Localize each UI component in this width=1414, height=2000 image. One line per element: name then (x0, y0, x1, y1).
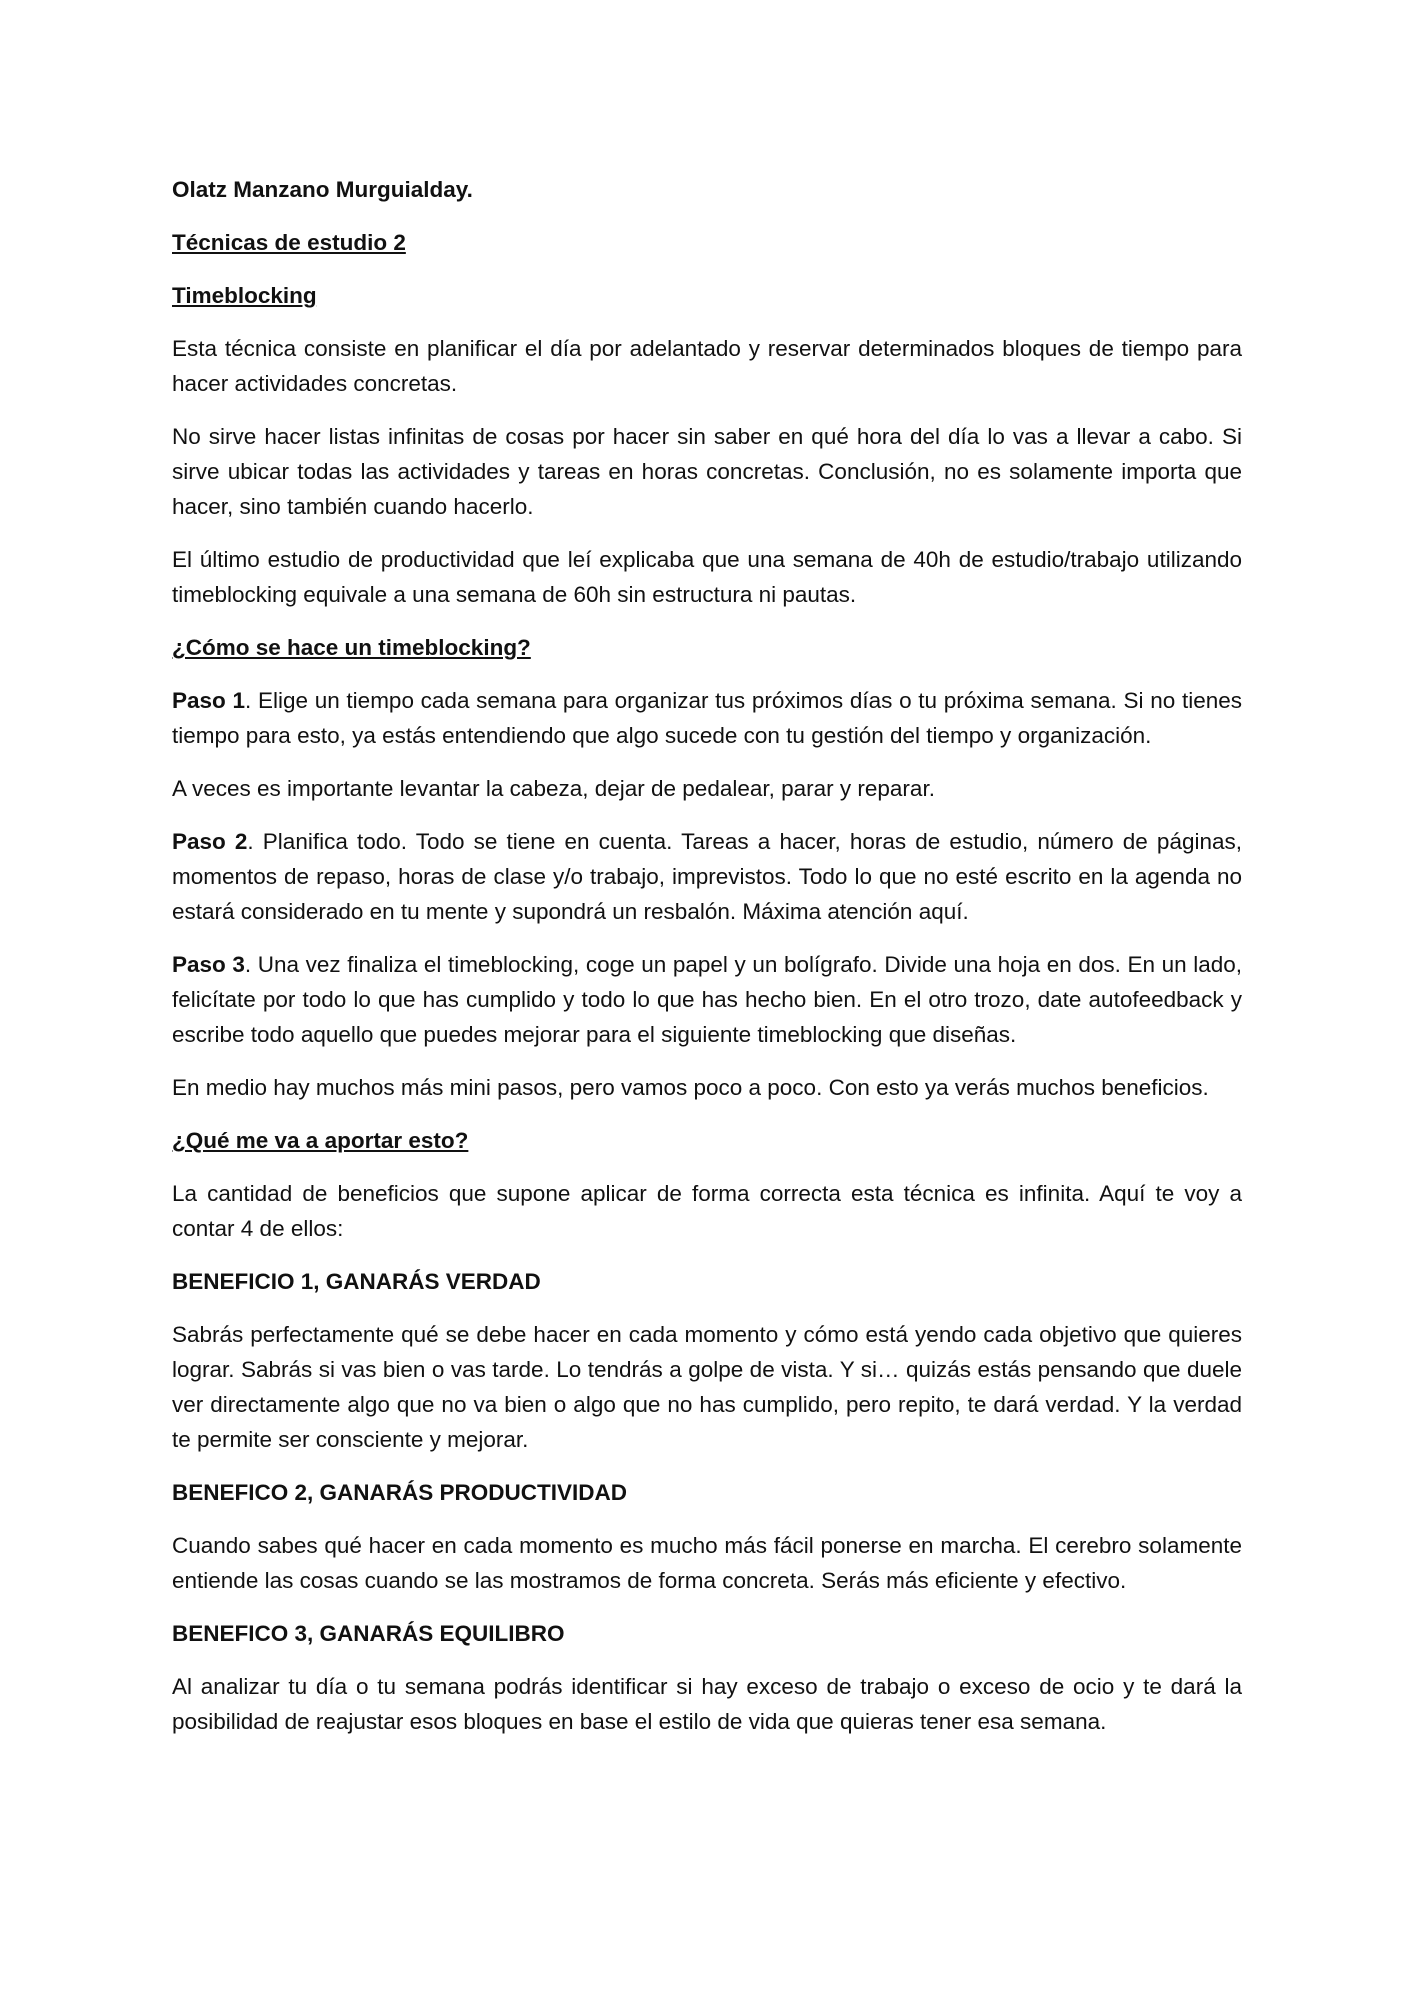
benefit-3-title: BENEFICO 3, GANARÁS EQUILIBRO (172, 1621, 565, 1646)
step-1-label: Paso 1 (172, 688, 245, 713)
benefit-3-text: Al analizar tu día o tu semana podrás identificar si hay exceso de trabajo o exceso de ocio y te dará la posibilidad de reajustar esos bloques en base el estilo de vida que quieras tener esa semana. (172, 1674, 1242, 1734)
benefit-2-text: Cuando sabes qué hacer en cada momento es mucho más fácil ponerse en marcha. El cerebro solamente entiende las cosas cuando se las mostramos de forma concreta. Serás más eficiente y efectivo. (172, 1533, 1242, 1593)
document-title: Técnicas de estudio 2 (172, 230, 406, 255)
author-name: Olatz Manzano Murguialday. (172, 177, 473, 202)
steps-closing: En medio hay muchos más mini pasos, pero vamos poco a poco. Con esto ya verás muchos beneficios. (172, 1075, 1209, 1100)
step-3-label: Paso 3 (172, 952, 245, 977)
document-page (172, 172, 1242, 1757)
benefit-1-text: Sabrás perfectamente qué se debe hacer en cada momento y cómo está yendo cada objetivo que quieres lograr. Sabrás si vas bien o vas tarde. Lo tendrás a golpe de vista. Y si… quizás estás pensando que duele ver directamente algo que no va bien o algo que no has cumplido, pero repito, te dará verdad. Y la verdad te permite ser consciente y mejorar. (172, 1322, 1242, 1452)
step-2-text: . Planifica todo. Todo se tiene en cuenta. Tareas a hacer, horas de estudio, número de páginas, momentos de repaso, horas de clase y/o trabajo, imprevistos. Todo lo que no esté escrito en la agenda no estará considerado en tu mente y supondrá un resbalón. Máxima atención aquí. (172, 829, 1242, 924)
step-2-label: Paso 2 (172, 829, 248, 854)
benefit-2-title: BENEFICO 2, GANARÁS PRODUCTIVIDAD (172, 1480, 628, 1505)
benefits-intro: La cantidad de beneficios que supone aplicar de forma correcta esta técnica es infinita. Aquí te voy a contar 4 de ellos: (172, 1181, 1242, 1241)
step-2-paragraph (172, 824, 1242, 929)
step-3-text: . Una vez finaliza el timeblocking, coge un papel y un bolígrafo. Divide una hoja en dos. En un lado, felicítate por todo lo que has cumplido y todo lo que has hecho bien. En el otro trozo, date autofeedback y escribe todo aquello que puedes mejorar para el siguiente timeblocking que diseñas. (172, 952, 1242, 1047)
section-heading-how: ¿Cómo se hace un timeblocking? (172, 635, 531, 660)
step-3-paragraph (172, 947, 1242, 1052)
intro-paragraph-1: Esta técnica consiste en planificar el día por adelantado y reservar determinados bloques de tiempo para hacer actividades concretas. (172, 336, 1242, 396)
section-heading-benefits: ¿Qué me va a aportar esto? (172, 1128, 469, 1153)
step-1-paragraph (172, 683, 1242, 753)
step-1-note: A veces es importante levantar la cabeza, dejar de pedalear, parar y reparar. (172, 776, 935, 801)
intro-paragraph-3: El último estudio de productividad que leí explicaba que una semana de 40h de estudio/trabajo utilizando timeblocking equivale a una semana de 60h sin estructura ni pautas. (172, 547, 1242, 607)
document-subtitle: Timeblocking (172, 283, 317, 308)
step-1-text: . Elige un tiempo cada semana para organizar tus próximos días o tu próxima semana. Si no tienes tiempo para esto, ya estás entendiendo que algo sucede con tu gestión del tiempo y organización. (172, 688, 1242, 748)
intro-paragraph-2: No sirve hacer listas infinitas de cosas por hacer sin saber en qué hora del día lo vas a llevar a cabo. Si sirve ubicar todas las actividades y tareas en horas concretas. Conclusión, no es solamente importa que hacer, sino también cuando hacerlo. (172, 424, 1242, 519)
benefit-1-title: BENEFICIO 1, GANARÁS VERDAD (172, 1269, 541, 1294)
